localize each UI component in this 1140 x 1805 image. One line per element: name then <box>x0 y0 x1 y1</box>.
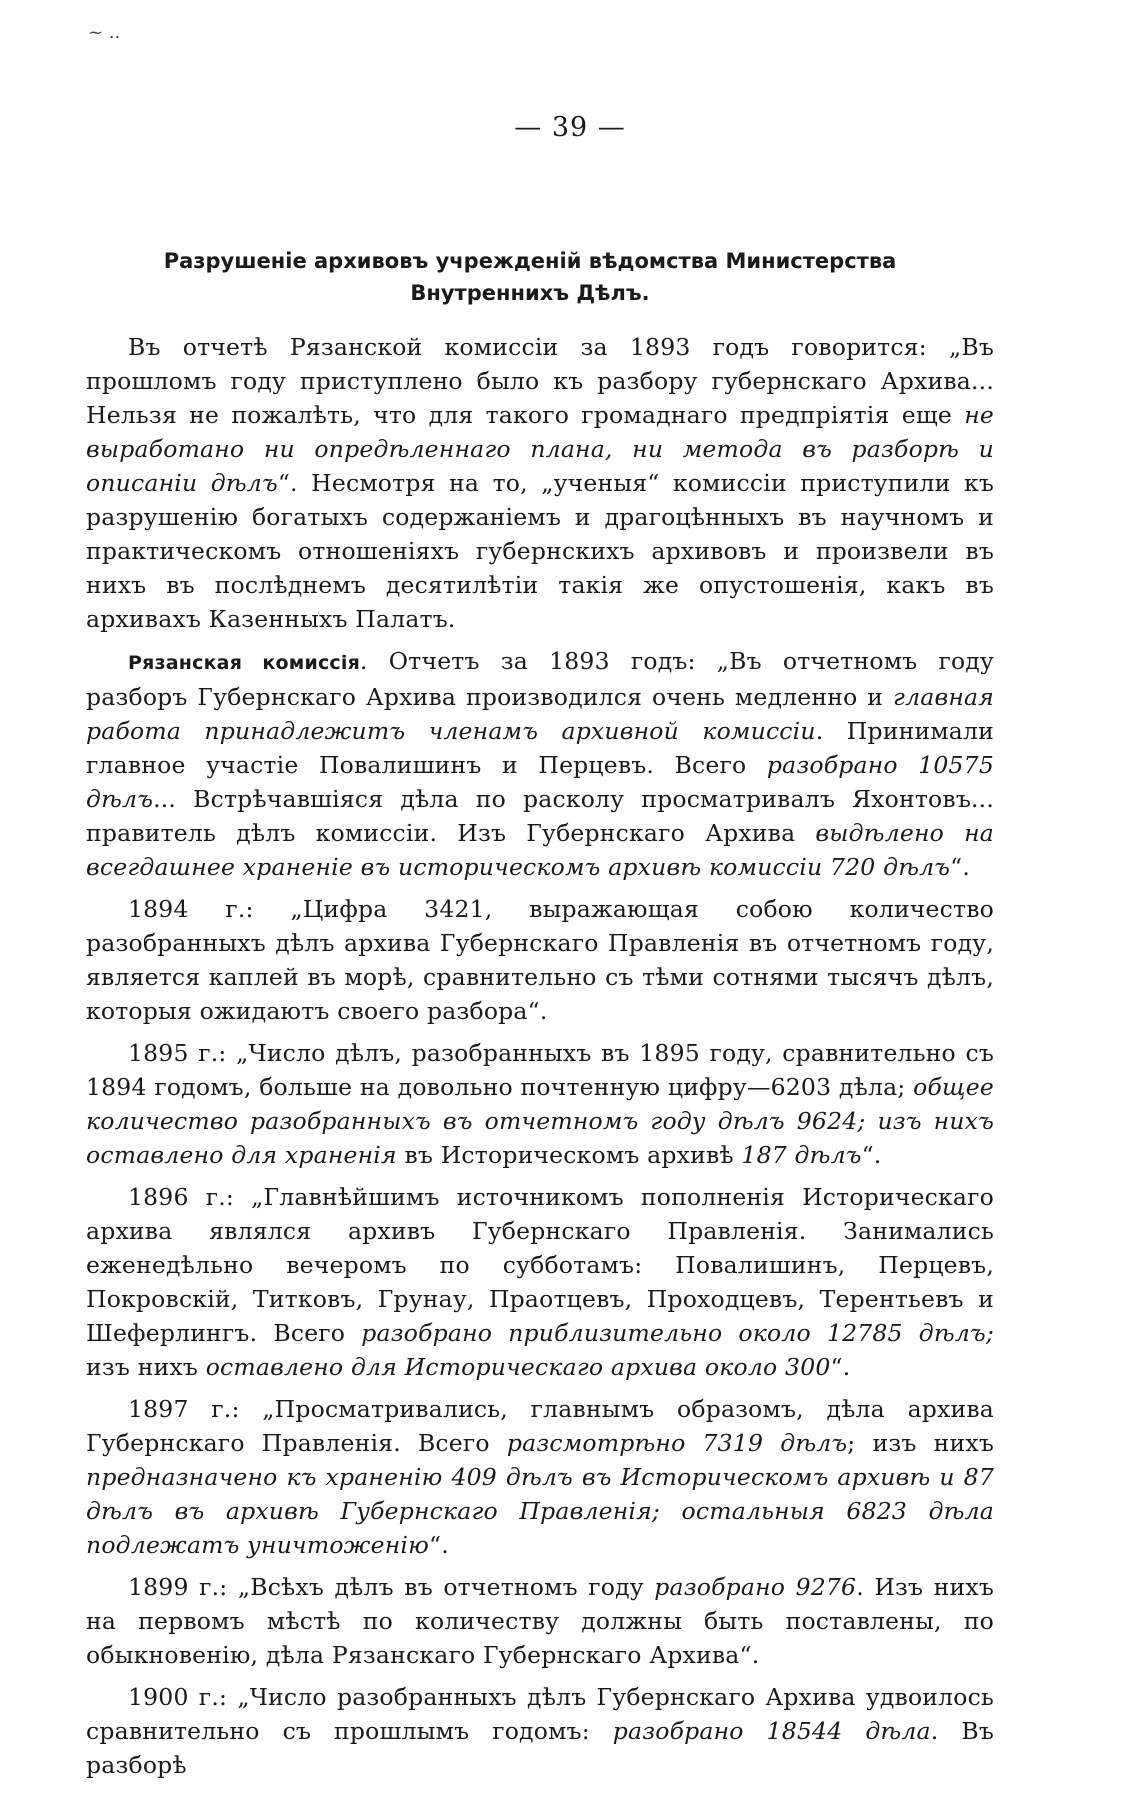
italic-run: разобрано приблизительно около 12785 дѣлъ; <box>361 1319 994 1347</box>
paragraph-6 <box>86 1392 994 1562</box>
text-run: въ Историческомъ архивѣ <box>396 1141 742 1169</box>
italic-run: разобрано 10575 дѣлъ <box>86 751 994 813</box>
text-run: . Отчетъ за 1893 годъ: „Въ отчетномъ году разборъ Губернскаго Архива производился очень медленно и <box>86 647 994 711</box>
italic-run: разсмотрѣно 7319 дѣлъ <box>506 1429 848 1457</box>
heading-line-2: Внутреннихъ Дѣлъ. <box>410 281 650 305</box>
text-run: . Въ разборѣ <box>86 1717 994 1779</box>
italic-run: оставлено для Историческаго архива около 300 <box>205 1353 831 1381</box>
text-run: “. Несмотря на то, „ученыя“ комиссіи приступили къ разрушенію богатыхъ содержаніемъ и драгоцѣнныхъ въ научномъ и практическомъ отношеніяхъ губернскихъ архивовъ и произвели въ нихъ въ послѣднемъ десятилѣтіи такія же опустошенія, какъ въ архивахъ Казенныхъ Палатъ. <box>86 469 994 633</box>
text-run: 1895 г.: „Число дѣлъ, разобранныхъ въ 1895 году, сравнительно съ 1894 годомъ, больше на довольно почтенную цифру—6203 дѣла; <box>86 1039 994 1101</box>
italic-run: предназначено къ храненію 409 дѣлъ въ Историческомъ архивѣ и 87 дѣлъ въ архивѣ Губернскаго Правленія; остальныя 6823 дѣла подлежатъ уничтоженію <box>86 1463 994 1559</box>
paragraph-1 <box>86 330 994 636</box>
text-run: 1900 г.: „Число разобранныхъ дѣлъ Губернскаго Архива удвоилось сравнительно съ прошлымъ годомъ: <box>86 1683 994 1745</box>
italic-run: общее количество разобранныхъ въ отчетномъ году дѣлъ 9624; изъ нихъ оставлено для храненія <box>86 1073 994 1169</box>
paragraph-3 <box>86 892 994 1028</box>
text-run: . Изъ нихъ на первомъ мѣстѣ по количеству должны быть поставлены, по обыкновенію, дѣла Рязанскаго Губернскаго Архива“. <box>86 1573 995 1669</box>
italic-run: разобрано 9276 <box>654 1573 857 1601</box>
paragraph-lead: Рязанская комиссія <box>128 652 360 674</box>
text-run: 1897 г.: „Просматривались, главнымъ образомъ, дѣла архива Губернскаго Правленія. Всего <box>86 1395 994 1457</box>
text-run: Въ отчетѣ Рязанской комиссіи за 1893 годъ говорится: „Въ прошломъ году приступлено было къ разбору губернскаго Архива... Нельзя не пожалѣть, что для такого громаднаго предпріятія еще <box>86 333 994 429</box>
top-corner-mark: ~ .. <box>88 22 121 43</box>
text-run: 1894 г.: „Цифра 3421, выражающая собою количество разобранныхъ дѣлъ архива Губернскаго Правленія въ отчетномъ году, является каплей въ морѣ, сравнительно съ тѣми сотнями тысячъ дѣлъ, которыя ожидаютъ своего разбора“. <box>86 895 994 1025</box>
text-run: 1896 г.: „Главнѣйшимъ источникомъ пополненія Историческаго архива являлся архивъ Губернскаго Правленія. Занимались еженедѣльно вечеромъ по субботамъ: Повалишинъ, Перцевъ, Покровскій, Титковъ, Грунау, Праотцевъ, Проходцевъ, Терентьевъ и Шеферлингъ. Всего <box>86 1183 994 1347</box>
section-heading <box>150 245 910 309</box>
paragraph-5 <box>86 1180 994 1384</box>
italic-run: разобрано 18544 дѣла <box>612 1717 931 1745</box>
paragraph-7 <box>86 1570 994 1672</box>
italic-run: 187 дѣлъ <box>741 1141 862 1169</box>
page-number: — 39 — <box>514 112 626 143</box>
text-run: “. <box>830 1353 851 1381</box>
paragraph-4 <box>86 1036 994 1172</box>
text-run: ... Встрѣчавшіяся дѣла по расколу просматривалъ Яхонтовъ... правитель дѣлъ комиссіи. Изъ Губернскаго Архива <box>86 785 994 847</box>
text-run: изъ нихъ <box>86 1353 206 1381</box>
italic-run: выдѣлено на всегдашнее храненіе въ историческомъ архивѣ комиссіи 720 дѣлъ <box>86 819 994 881</box>
text-run: ; изъ нихъ <box>847 1429 994 1457</box>
text-run: “. <box>950 853 971 881</box>
italic-run: главная работа принадлежитъ членамъ архивной комиссіи <box>86 683 994 745</box>
paragraph-8 <box>86 1680 994 1782</box>
text-run: “. <box>429 1531 449 1559</box>
text-run: 1899 г.: „Всѣхъ дѣлъ въ отчетномъ году <box>128 1573 655 1601</box>
paragraph-2 <box>86 644 994 884</box>
italic-run: не выработано ни опредѣленнаго плана, ни метода въ разборѣ и описаніи дѣлъ <box>86 401 994 497</box>
body-text <box>86 330 994 1790</box>
text-run: “. <box>861 1141 882 1169</box>
heading-line-1: Разрушеніе архивовъ учрежденій вѣдомства Министерства <box>163 249 897 273</box>
text-run: . Принимали главное участіе Повалишинъ и Перцевъ. Всего <box>86 717 994 779</box>
